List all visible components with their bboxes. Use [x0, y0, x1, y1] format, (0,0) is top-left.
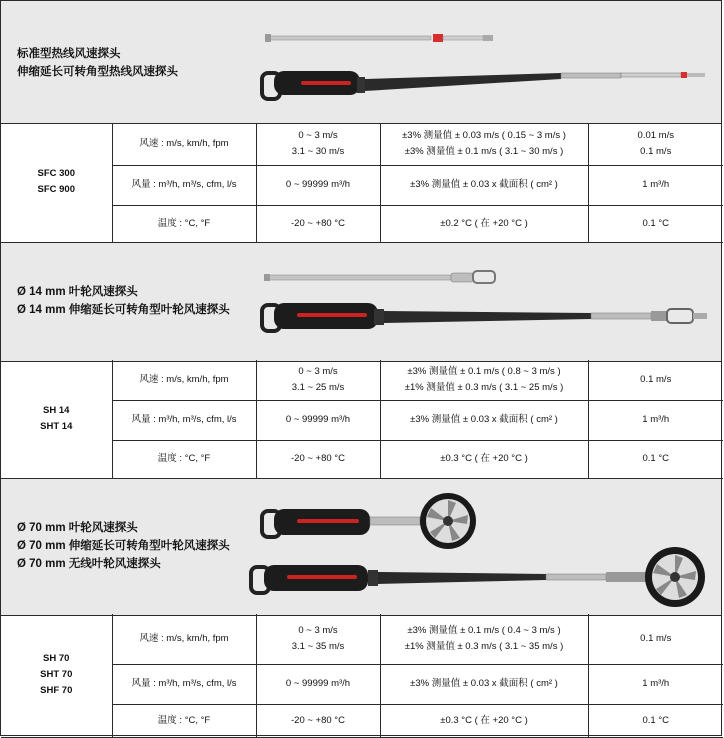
- accuracy-cell: ±3% 测量值 ± 0.1 m/s ( 0.8 ~ 3 m/s ) ±1% 测量值 ± 0.3 m/s ( 3.1 ~ 25 m/s ): [380, 360, 588, 400]
- probe-name: Ø 14 mm 伸缩延长可转角型叶轮风速探头: [17, 304, 230, 316]
- vane-14mm-probe-short-icon: [264, 271, 495, 283]
- param-cell: 风量 : m³/h, m³/s, cfm, l/s: [112, 165, 256, 205]
- resolution-cell: 1 m³/h: [588, 400, 723, 440]
- resolution-cell: 0.01 m/s 0.1 m/s: [588, 123, 723, 165]
- section-1-spec-table: [1, 123, 723, 243]
- range-cell: -20 ~ +80 °C: [256, 205, 380, 242]
- vane-14mm-probe-images: [1, 243, 723, 361]
- section-3-banner: [1, 478, 721, 616]
- table-row: [1, 360, 723, 400]
- model-name: SFC 300: [37, 168, 75, 180]
- hot-wire-probe-images: [1, 1, 723, 123]
- probe-name: Ø 70 mm 无线叶轮风速探头: [17, 558, 161, 570]
- range-cell: -20 ~ +80 °C: [256, 704, 380, 737]
- range-cell: 0 ~ 99999 m³/h: [256, 400, 380, 440]
- range-cell: 0 ~ 3 m/s 3.1 ~ 30 m/s: [256, 123, 380, 165]
- model-name: SHF 70: [40, 685, 73, 697]
- model-name: SFC 900: [37, 184, 75, 196]
- model-cell: [1, 360, 112, 478]
- accuracy-cell: ±0.3 °C ( 在 +20 °C ): [380, 440, 588, 478]
- probe-name: 标准型热线风速探头: [17, 48, 121, 60]
- accuracy-cell: ±3% 测量值 ± 0.03 m/s ( 0.15 ~ 3 m/s ) ±3% 测量值 ± 0.1 m/s ( 3.1 ~ 30 m/s ): [380, 123, 588, 165]
- model-cell: [1, 123, 112, 242]
- param-cell: 风速 : m/s, km/h, fpm: [112, 614, 256, 664]
- resolution-cell: 1 m³/h: [588, 664, 723, 704]
- section-3-spec-table: [1, 614, 723, 738]
- param-cell: 风量 : m³/h, m³/s, cfm, l/s: [112, 664, 256, 704]
- section-2-spec-table: [1, 360, 723, 479]
- accuracy-cell: ±3% 测量值 ± 0.1 m/s ( 0.4 ~ 3 m/s ) ±1% 测量值 ± 0.3 m/s ( 3.1 ~ 35 m/s ): [380, 614, 588, 664]
- probe-name: Ø 14 mm 叶轮风速探头: [17, 286, 138, 298]
- table-row: [1, 123, 723, 165]
- vane-14mm-probe-telescopic-icon: [262, 303, 707, 331]
- accuracy-cell: ±3% 测量值 ± 0.03 x 截面积 ( cm² ): [380, 165, 588, 205]
- probe-name: 伸缩延长可转角型热线风速探头: [17, 66, 178, 78]
- resolution-cell: 0.1 °C: [588, 704, 723, 737]
- hot-wire-probe-telescopic-icon: [262, 71, 705, 99]
- table-row: [1, 614, 723, 664]
- vane-70mm-probe-images: [1, 479, 723, 615]
- model-name: SH 70: [43, 653, 70, 665]
- accuracy-cell: ±0.2 °C ( 在 +20 °C ): [380, 205, 588, 242]
- probe-name: Ø 70 mm 叶轮风速探头: [17, 522, 138, 534]
- param-cell: 温度 : °C, °F: [112, 704, 256, 737]
- model-name: SHT 70: [40, 669, 73, 681]
- section-1-banner: [1, 1, 721, 124]
- resolution-cell: 0.1 m/s: [588, 360, 723, 400]
- param-cell: 风量 : m³/h, m³/s, cfm, l/s: [112, 400, 256, 440]
- param-cell: 温度 : °C, °F: [112, 440, 256, 478]
- param-cell: 风速 : m/s, km/h, fpm: [112, 360, 256, 400]
- model-name: SHT 14: [40, 420, 73, 432]
- hot-wire-probe-short-icon: [265, 34, 493, 42]
- range-cell: 0 ~ 3 m/s 3.1 ~ 35 m/s: [256, 614, 380, 664]
- range-cell: 0 ~ 99999 m³/h: [256, 664, 380, 704]
- probe-name: Ø 70 mm 伸缩延长可转角型叶轮风速探头: [17, 540, 230, 552]
- model-cell: [1, 614, 112, 737]
- range-cell: -20 ~ +80 °C: [256, 440, 380, 478]
- range-cell: 0 ~ 99999 m³/h: [256, 165, 380, 205]
- accuracy-cell: ±3% 测量值 ± 0.03 x 截面积 ( cm² ): [380, 400, 588, 440]
- model-name: SH 14: [43, 404, 70, 416]
- range-cell: 0 ~ 3 m/s 3.1 ~ 25 m/s: [256, 360, 380, 400]
- resolution-cell: 0.1 °C: [588, 440, 723, 478]
- param-cell: 风速 : m/s, km/h, fpm: [112, 123, 256, 165]
- vane-70mm-probe-short-icon: [262, 493, 476, 549]
- section-2-banner: [1, 242, 721, 362]
- accuracy-cell: ±3% 测量值 ± 0.03 x 截面积 ( cm² ): [380, 664, 588, 704]
- param-cell: 温度 : °C, °F: [112, 205, 256, 242]
- vane-70mm-probe-telescopic-icon: [251, 547, 705, 607]
- resolution-cell: 0.1 m/s: [588, 614, 723, 664]
- resolution-cell: 0.1 °C: [588, 205, 723, 242]
- accuracy-cell: ±0.3 °C ( 在 +20 °C ): [380, 704, 588, 737]
- resolution-cell: 1 m³/h: [588, 165, 723, 205]
